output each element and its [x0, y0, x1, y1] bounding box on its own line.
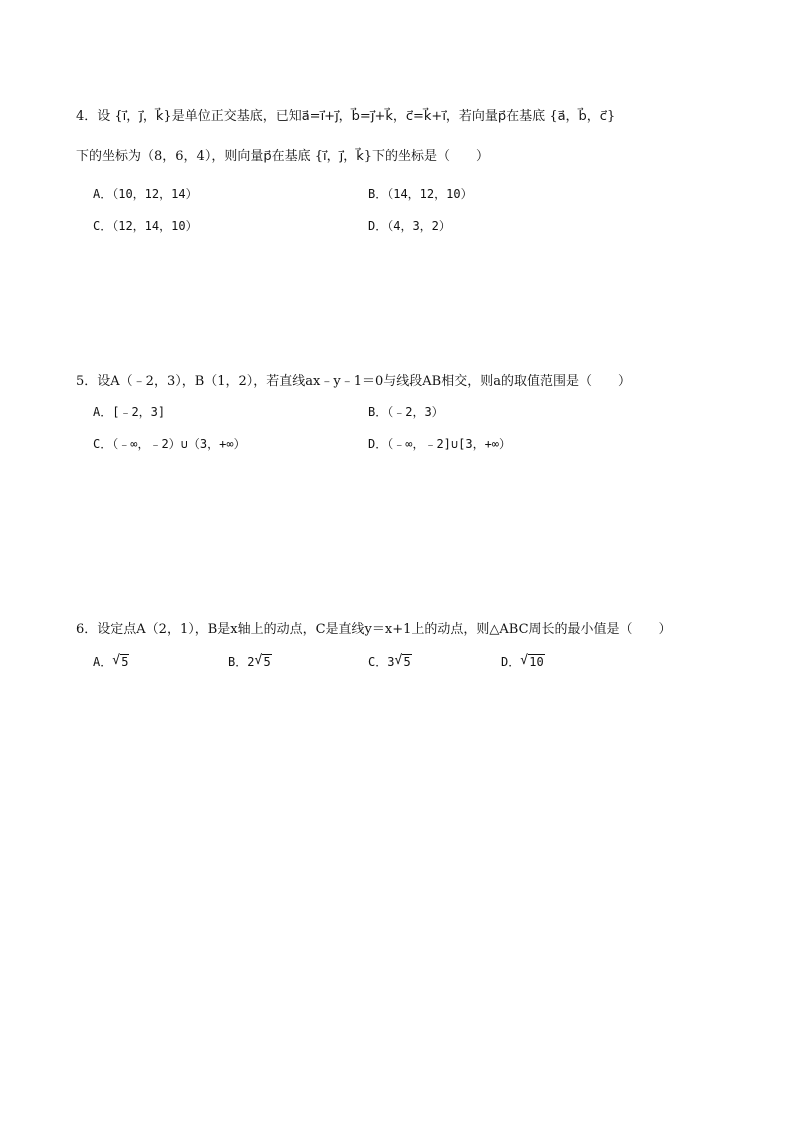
option-label: D． [501, 655, 521, 669]
radical-sign-icon: √ [254, 653, 263, 668]
option-d: D．（4，3，2） [368, 219, 451, 233]
question-number: 5． [76, 374, 98, 389]
option-label: A． [93, 655, 113, 669]
option-d: D．（﹣∞，﹣2]∪[3，+∞） [368, 437, 512, 451]
option-label: B． [228, 655, 248, 669]
radicand: 5 [263, 655, 271, 669]
question-number: 4． [76, 109, 98, 124]
option-c: C．（12，14，10） [93, 219, 198, 233]
question-6-line-1 [76, 621, 672, 639]
question-text: 设定点A（2，1），B是x轴上的动点，C是直线y＝x+1上的动点，则△ABC周长的最小值是（ ） [97, 622, 672, 637]
radical-sign-icon: √ [394, 653, 403, 668]
option-b: B．（14，12，10） [368, 187, 473, 201]
sqrt-expression [520, 653, 544, 671]
option-d [501, 653, 545, 671]
question-text: 设A（﹣2，3），B（1，2），若直线ax﹣y﹣1＝0与线段AB相交，则a的取值范围是（ ） [97, 374, 631, 389]
sqrt-expression [254, 653, 271, 671]
option-coefficient: 2 [247, 655, 255, 669]
radicand: 10 [529, 655, 544, 669]
question-4-line-2 [76, 148, 489, 166]
radicand: 5 [403, 655, 411, 669]
question-5-line-1 [76, 373, 631, 391]
sqrt-expression [394, 653, 411, 671]
radical-sign-icon: √ [112, 653, 121, 668]
option-c [368, 653, 412, 671]
radicand: 5 [121, 655, 129, 669]
option-a: A．[﹣2，3] [93, 405, 166, 419]
option-c: C．（﹣∞，﹣2）∪（3，+∞） [93, 437, 246, 451]
option-label: C． [368, 655, 388, 669]
option-coefficient: 3 [387, 655, 395, 669]
sqrt-expression [112, 653, 129, 671]
question-text: 设 {i⃗，j⃗，k⃗}是单位正交基底，已知a⃗=i⃗+j⃗，b⃗=j⃗+k⃗，c⃗=k⃗+i⃗，若向量p⃗在基底 {a⃗，b⃗，c⃗} [97, 109, 616, 124]
question-4-line-1 [76, 108, 615, 126]
option-b: B．（﹣2，3） [368, 405, 444, 419]
question-number: 6． [76, 622, 98, 637]
option-a [93, 653, 129, 671]
option-b [228, 653, 272, 671]
option-a: A．（10，12，14） [93, 187, 198, 201]
question-text: 下的坐标为（8，6，4），则向量p⃗在基底 {i⃗，j⃗，k⃗}下的坐标是（ ） [76, 149, 489, 164]
radical-sign-icon: √ [520, 653, 529, 668]
